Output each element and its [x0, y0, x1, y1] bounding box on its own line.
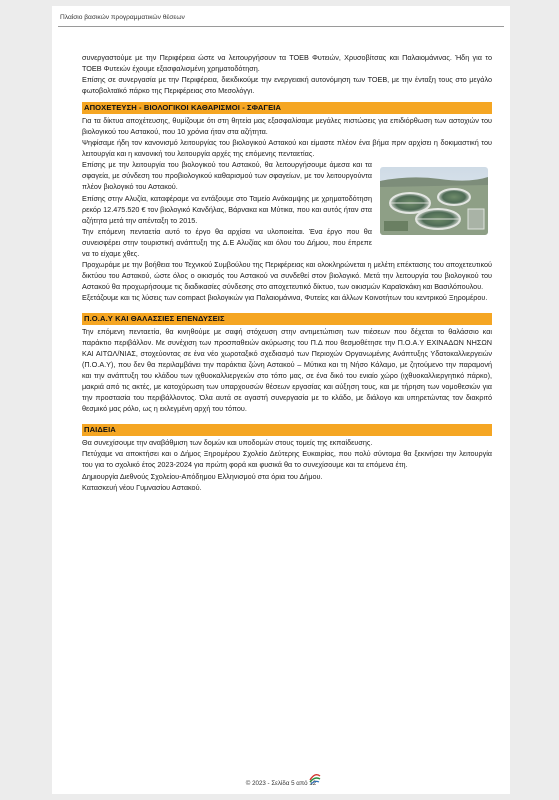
body-paragraph: Πετύχαμε να αποκτήσει και ο Δήμος Ξηρομέρου Σχολείο Δεύτερης Ευκαιρίας, που πολύ σύντομα θα ξεκινήσει την λειτουργία του για το σχολικό έτος 2023-2024 για πρώτη φορά και φυσικά θα το συνεχίσουμε και τα επόμενα έτη. [82, 449, 492, 470]
body-paragraph: Δημιουργία Διεθνούς Σχολείου-Απόδημου Ελληνισμού στα όρια του Δήμου. [82, 471, 323, 481]
running-header: Πλαίσιο βασικών προγραμματικών θέσεων [60, 14, 185, 21]
section-heading-sewage: ΑΠΟΧΕΤΕΥΣΗ - ΒΙΟΛΟΓΙΚΟΙ ΚΑΘΑΡΙΣΜΟΙ - ΣΦΑΓΕΙΑ [82, 102, 492, 114]
body-paragraph: Την επόμενη πενταετία, θα κινηθούμε με σαφή στόχευση στην αντιμετώπιση των πιέσεων που δέχεται το θαλάσσιο και παράκτιο περιβάλλον. Με συνέχιση των προσπαθειών ακύρωσης του Π.Δ που θεσμοθέτησε την Π.Ο.Α.Υ ΕΧΙΝΑΔΩΝ ΝΗΣΩΝ ΚΑΙ ΑΙΤΩΛ/ΝΙΑΣ, στοχεύοντας σε ένα νέο χωροταξικό σχεδιασμό των Περιοχών Οργανωμένης Ανάπτυξης Υδατοκαλλιεργειών (Π.Ο.Α.Υ), που δεν θα περιλαμβάνει την παράκτια ζώνη Αστακού – Μύτικα και τη Νήσο Κάλαμο, με ζητούμενο την παραμονή και την ανάπτυξη του κλάδου των ιχθυοκαλλιεργειών στο τόπο μας, σε ένα δικό του ενιαίο χώρο (ιχθυοκαλλιεργητικό πάρκο), μακριά από τις ακτές, με κατοχύρωση των υπαρχουσών θέσεων εργασίας και αύξηση τους, και με τήρηση των νομοθεσιών για την προστασία του περιβάλλοντος. Όλα αυτά σε αγαστή συνεργασία με το κλάδο, με διάλογο και υπηρετώντας τον διακριτό θεσμικό μας ρόλο, ως η εκλεγμένη αρχή του τόπου. [82, 326, 492, 414]
body-paragraph: Για τα δίκτυα αποχέτευσης, θυμίζουμε ότι στη θητεία μας εξασφαλίσαμε μεγάλες πιστώσεις για επιδιόρθωση των αστοχιών του βιολογικού του Αστακού, που 10 χρόνια ήταν στα αζήτητα. [82, 116, 492, 137]
document-page [52, 6, 510, 794]
body-paragraph: Επίσης με την λειτουργία του βιολογικού του Αστακού, θα λειτουργήσουμε άμεσα και τα σφαγεία, με σύνδεση του προβιολογικού καθαρισμού των σφαγείων, με τον λειτουργούντα πλέον βιολογικό του Αστακού. [82, 160, 372, 192]
body-paragraph: Θα συνεχίσουμε την αναβάθμιση των δομών και υποδομών στους τομείς της εκπαίδευσης. [82, 438, 373, 448]
wastewater-treatment-plant-photo [380, 167, 488, 235]
section-heading-aquaculture: Π.Ο.Α.Υ ΚΑΙ ΘΑΛΑΣΣΙΕΣ ΕΠΕΝΔΥΣΕΙΣ [82, 313, 492, 325]
body-paragraph: Προχωράμε με την βοήθεια του Τεχνικού Συμβούλου της Περιφέρειας και ολοκληρώνεται η μελέτη επέκτασης του αποχετευτικού δικτύου του Αστακού, ώστε όλος ο οικισμός του Αστακού να συνδεθεί στον βιολογικό. Μετά την λειτουργία του βιολογικού του Αστακού θα προχωρήσουμε τις διαδικασίες σύνδεσης στο αποχετευτικό δίκτυο, των οικισμών Καραϊσκάκη και Βασιλόπουλου. [82, 259, 492, 291]
party-logo-icon [308, 770, 322, 786]
body-paragraph: Εξετάζουμε και τις λύσεις των compact βιολογικών για Παλαιομάνινα, Φυτείες και άλλων Κοινοτήτων του κεντρικού Ξηρομέρου. [82, 292, 488, 302]
body-paragraph: Κατασκευή νέου Γυμνασίου Αστακού. [82, 482, 202, 492]
body-paragraph: συνεργαστούμε με την Περιφέρεια ώστε να λειτουργήσουν τα ΤΟΕΒ Φυτειών, Χρυσοβίτσας και Παλαιομάνινας. Ήδη για το ΤΟΕΒ Φυτειών έχουμε εξασφαλισμένη χρηματοδότηση. [82, 53, 492, 74]
body-paragraph: Επίσης σε συνεργασία με την Περιφέρεια, διεκδικούμε την ενεργειακή αυτονόμηση των ΤΟΕΒ, με την ένταξη τους στο μεγάλο φωτοβολταϊκό πάρκο της Περιφέρειας στο Μεσολόγγι. [82, 75, 492, 96]
body-paragraph: Ψηφίσαμε ήδη τον κανονισμό λειτουργίας του βιολογικού Αστακού και είμαστε πλέον ένα βήμα πριν αρχίσει η δοκιμαστική του λειτουργία και η κανονική του λειτουργία αρχές της επόμενης πενταετίας. [82, 138, 492, 159]
section-heading-education: ΠΑΙΔΕΙΑ [82, 424, 492, 436]
page-body [82, 52, 492, 493]
body-paragraph: Επίσης στην Αλυζία, καταφέραμε να εντάξουμε στο Ταμείο Ανάκαμψης με χρηματοδότηση ρεκόρ 12.475.520 € τον βιολογικό Κανδήλας, Βάρνακα και Μύτικα, που και αυτός ήταν στα αζήτητα μετά την απένταξη το 2015. [82, 193, 372, 225]
body-paragraph: Την επόμενη πενταετία αυτό το έργο θα αρχίσει να υλοποιείται. Ένα έργο που θα συνεισφέρει στην τουριστική ανάπτυξη της Δ.Ε Αλυζίας και όλου του Δήμου, που έπρεπε να το είχαμε χθες. [82, 226, 372, 258]
page-footer: © 2023 - Σελίδα 5 από 12 [245, 780, 317, 787]
header-divider [58, 26, 504, 27]
